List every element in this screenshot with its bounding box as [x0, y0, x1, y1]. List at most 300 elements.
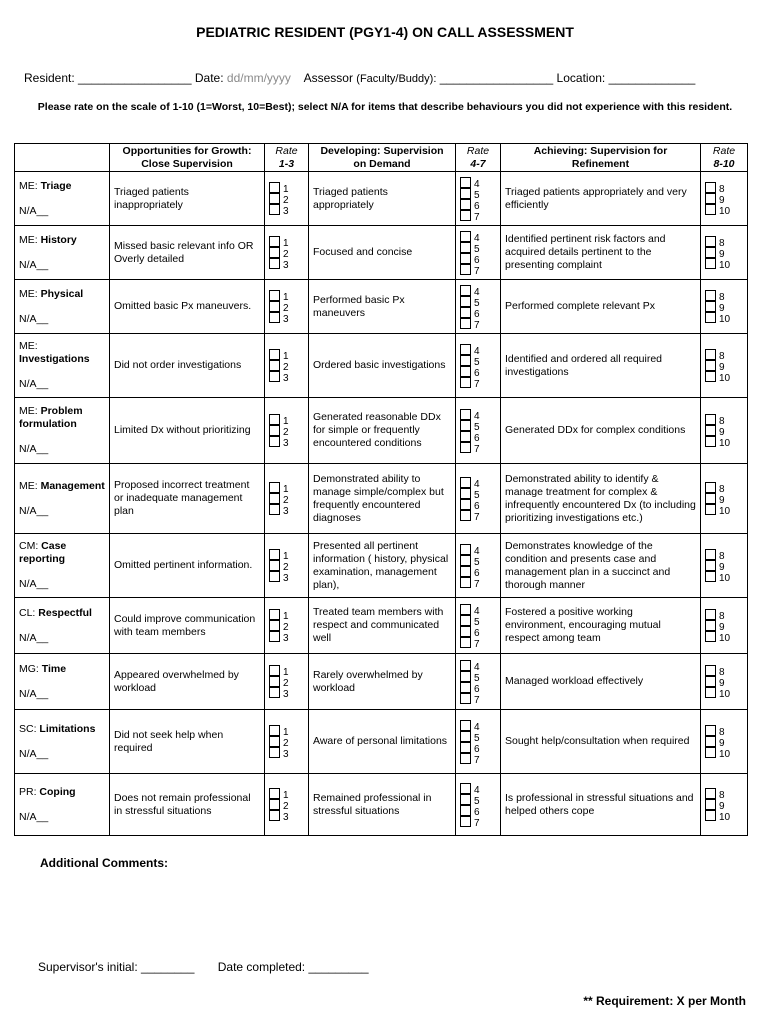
rate-low-header — [265, 144, 309, 172]
supervisor-initial-label: Supervisor's initial: — [38, 960, 138, 974]
assessor-field[interactable]: _________________ — [439, 71, 554, 85]
score-value: 6 — [474, 367, 480, 379]
score-option[interactable] — [705, 504, 743, 515]
score-option[interactable] — [269, 247, 304, 258]
score-option[interactable] — [705, 788, 743, 799]
score-option[interactable] — [460, 783, 496, 794]
score-value: 1 — [283, 611, 289, 622]
score-option[interactable] — [460, 477, 496, 488]
na-option[interactable]: N/A__ — [19, 204, 49, 217]
score-option[interactable] — [705, 193, 743, 204]
score-option[interactable] — [460, 604, 496, 615]
checkbox[interactable] — [705, 312, 716, 323]
rating-cell-high — [701, 172, 748, 226]
score-option[interactable] — [460, 344, 496, 355]
rating-cell-high — [701, 464, 748, 534]
checkbox[interactable] — [460, 637, 471, 648]
score-option[interactable] — [460, 577, 496, 588]
checkbox[interactable] — [269, 360, 280, 371]
checkbox[interactable] — [705, 504, 716, 515]
score-option[interactable] — [460, 720, 496, 731]
checkbox[interactable] — [460, 188, 471, 199]
score-option[interactable] — [705, 560, 743, 571]
checkbox[interactable] — [705, 549, 716, 560]
score-value: 7 — [474, 443, 480, 455]
rating-cell-mid — [456, 226, 501, 280]
checkbox[interactable] — [705, 414, 716, 425]
requirement-note: ** Requirement: X per Month — [583, 994, 746, 1008]
checkbox[interactable] — [269, 290, 280, 301]
score-option[interactable] — [460, 510, 496, 521]
score-option[interactable] — [705, 631, 743, 642]
checkbox[interactable] — [269, 349, 280, 360]
score-option[interactable] — [269, 193, 304, 204]
checkbox[interactable] — [269, 371, 280, 382]
score-option[interactable] — [460, 188, 496, 199]
checkbox[interactable] — [460, 177, 471, 188]
score-option[interactable] — [269, 810, 304, 821]
score-option[interactable] — [705, 290, 743, 301]
checkbox[interactable] — [705, 371, 716, 382]
score-value: 10 — [719, 749, 731, 760]
score-option[interactable] — [460, 671, 496, 682]
checkbox[interactable] — [460, 555, 471, 566]
score-option[interactable] — [269, 482, 304, 493]
score-option[interactable] — [460, 499, 496, 510]
resident-field[interactable]: _________________ — [78, 71, 192, 85]
score-option[interactable] — [269, 687, 304, 698]
score-option[interactable] — [269, 312, 304, 323]
score-option[interactable] — [705, 549, 743, 560]
rate-low-range: 1-3 — [278, 158, 295, 170]
checkbox[interactable] — [705, 482, 716, 493]
score-value: 3 — [283, 260, 289, 271]
score-option[interactable] — [269, 665, 304, 676]
checkbox[interactable] — [460, 499, 471, 510]
developing-description: Generated reasonable DDx for simple or frequently encountered conditions — [309, 398, 456, 464]
score-option[interactable] — [705, 665, 743, 676]
na-option[interactable]: N/A__ — [19, 687, 49, 700]
checkbox[interactable] — [269, 504, 280, 515]
score-option[interactable] — [269, 560, 304, 571]
table-row — [15, 598, 748, 654]
score-value: 8 — [719, 727, 725, 738]
score-option[interactable] — [705, 736, 743, 747]
checkbox[interactable] — [705, 560, 716, 571]
score-value: 2 — [283, 622, 289, 633]
score-option[interactable] — [269, 725, 304, 736]
score-value: 7 — [474, 694, 480, 706]
score-value: 4 — [474, 286, 480, 298]
checkbox[interactable] — [705, 258, 716, 269]
domain-name: Physical — [40, 287, 84, 300]
score-value: 9 — [719, 362, 725, 373]
checkbox[interactable] — [705, 676, 716, 687]
na-option[interactable]: N/A__ — [19, 747, 49, 760]
score-value: 5 — [474, 672, 480, 684]
score-value: 7 — [474, 754, 480, 766]
location-field[interactable]: _____________ — [608, 71, 696, 85]
score-value: 10 — [719, 812, 731, 823]
date-field[interactable]: dd/mm/yyyy — [226, 71, 291, 85]
score-option[interactable] — [269, 620, 304, 631]
checkbox[interactable] — [705, 571, 716, 582]
checkbox[interactable] — [460, 510, 471, 521]
score-option[interactable] — [460, 753, 496, 764]
domain-name: Triage — [40, 179, 72, 192]
score-value: 10 — [719, 206, 731, 217]
score-option[interactable] — [705, 204, 743, 215]
na-option[interactable]: N/A__ — [19, 504, 49, 517]
score-option[interactable] — [269, 258, 304, 269]
checkbox[interactable] — [705, 290, 716, 301]
score-option[interactable] — [269, 747, 304, 758]
checkbox[interactable] — [460, 420, 471, 431]
score-option[interactable] — [460, 210, 496, 221]
score-option[interactable] — [269, 290, 304, 301]
checkbox[interactable] — [269, 620, 280, 631]
checkbox[interactable] — [705, 799, 716, 810]
score-option[interactable] — [705, 349, 743, 360]
score-option[interactable] — [705, 799, 743, 810]
checkbox[interactable] — [460, 442, 471, 453]
checkbox[interactable] — [460, 344, 471, 355]
checkbox[interactable] — [269, 204, 280, 215]
domain-cell — [15, 774, 110, 836]
checkbox[interactable] — [269, 193, 280, 204]
checkbox[interactable] — [269, 810, 280, 821]
checkbox[interactable] — [460, 199, 471, 210]
score-option[interactable] — [460, 285, 496, 296]
score-option[interactable] — [705, 810, 743, 821]
checkbox[interactable] — [269, 687, 280, 698]
score-option[interactable] — [269, 204, 304, 215]
checkbox[interactable] — [705, 687, 716, 698]
checkbox[interactable] — [460, 731, 471, 742]
checkbox[interactable] — [705, 609, 716, 620]
domain-column-header — [15, 144, 110, 172]
checkbox[interactable] — [460, 805, 471, 816]
score-option[interactable] — [269, 493, 304, 504]
checkbox[interactable] — [269, 436, 280, 447]
rate-low-label: Rate — [275, 145, 298, 157]
checkbox[interactable] — [460, 794, 471, 805]
score-option[interactable] — [705, 414, 743, 425]
score-option[interactable] — [269, 425, 304, 436]
checkbox[interactable] — [460, 544, 471, 555]
score-option[interactable] — [460, 637, 496, 648]
score-option[interactable] — [705, 687, 743, 698]
score-option[interactable] — [705, 493, 743, 504]
checkbox[interactable] — [460, 604, 471, 615]
na-option[interactable]: N/A__ — [19, 258, 49, 271]
rate-mid-header — [456, 144, 501, 172]
score-option[interactable] — [705, 247, 743, 258]
supervisor-initial-field[interactable]: ________ — [141, 960, 195, 974]
score-option[interactable] — [460, 805, 496, 816]
checkbox[interactable] — [269, 182, 280, 193]
header-fields — [24, 71, 695, 85]
checkbox[interactable] — [269, 747, 280, 758]
checkbox[interactable] — [269, 788, 280, 799]
checkbox[interactable] — [460, 264, 471, 275]
checkbox[interactable] — [460, 296, 471, 307]
na-option[interactable]: N/A__ — [19, 378, 49, 390]
checkbox[interactable] — [705, 301, 716, 312]
score-value: 9 — [719, 249, 725, 260]
score-option[interactable] — [460, 544, 496, 555]
checkbox[interactable] — [269, 236, 280, 247]
checkbox[interactable] — [705, 193, 716, 204]
checkbox[interactable] — [460, 720, 471, 731]
checkbox[interactable] — [460, 318, 471, 329]
na-option[interactable]: N/A__ — [19, 631, 49, 644]
score-option[interactable] — [269, 676, 304, 687]
score-option[interactable] — [460, 296, 496, 307]
score-option[interactable] — [705, 676, 743, 687]
score-value: 10 — [719, 689, 731, 700]
checkbox[interactable] — [460, 626, 471, 637]
checkbox[interactable] — [460, 377, 471, 388]
checkbox[interactable] — [705, 436, 716, 447]
checkbox[interactable] — [460, 566, 471, 577]
checkbox[interactable] — [460, 660, 471, 671]
score-option[interactable] — [460, 488, 496, 499]
checkbox[interactable] — [705, 665, 716, 676]
score-option[interactable] — [705, 620, 743, 631]
score-option[interactable] — [460, 731, 496, 742]
score-value: 8 — [719, 238, 725, 249]
score-option[interactable] — [705, 571, 743, 582]
score-value: 1 — [283, 727, 289, 738]
checkbox[interactable] — [460, 816, 471, 827]
score-value: 6 — [474, 806, 480, 818]
score-option[interactable] — [705, 258, 743, 269]
checkbox[interactable] — [269, 631, 280, 642]
checkbox[interactable] — [269, 425, 280, 436]
score-option[interactable] — [269, 504, 304, 515]
score-option[interactable] — [269, 631, 304, 642]
checkbox[interactable] — [269, 301, 280, 312]
checkbox[interactable] — [269, 571, 280, 582]
score-option[interactable] — [460, 377, 496, 388]
score-option[interactable] — [460, 177, 496, 188]
score-option[interactable] — [269, 736, 304, 747]
checkbox[interactable] — [705, 747, 716, 758]
score-option[interactable] — [460, 264, 496, 275]
score-option[interactable] — [460, 199, 496, 210]
domain-name: Management — [40, 479, 105, 492]
checkbox[interactable] — [269, 676, 280, 687]
checkbox[interactable] — [460, 577, 471, 588]
score-value: 8 — [719, 667, 725, 678]
checkbox[interactable] — [460, 783, 471, 794]
checkbox[interactable] — [705, 182, 716, 193]
na-option[interactable]: N/A__ — [19, 443, 49, 455]
checkbox[interactable] — [460, 682, 471, 693]
score-option[interactable] — [705, 482, 743, 493]
score-option[interactable] — [460, 318, 496, 329]
assessment-table — [14, 143, 748, 836]
checkbox[interactable] — [705, 631, 716, 642]
domain-cell — [15, 654, 110, 710]
rating-cell-high — [701, 774, 748, 836]
score-option[interactable] — [460, 555, 496, 566]
table-row — [15, 334, 748, 398]
score-option[interactable] — [460, 420, 496, 431]
score-option[interactable] — [705, 609, 743, 620]
score-value: 8 — [719, 292, 725, 303]
checkbox[interactable] — [460, 615, 471, 626]
score-option[interactable] — [705, 725, 743, 736]
rating-cell-mid — [456, 598, 501, 654]
score-option[interactable] — [460, 431, 496, 442]
checkbox[interactable] — [269, 736, 280, 747]
score-option[interactable] — [460, 742, 496, 753]
checkbox[interactable] — [460, 355, 471, 366]
checkbox[interactable] — [705, 493, 716, 504]
score-option[interactable] — [269, 360, 304, 371]
checkbox[interactable] — [705, 360, 716, 371]
score-value: 6 — [474, 500, 480, 512]
score-option[interactable] — [705, 425, 743, 436]
score-option[interactable] — [269, 414, 304, 425]
score-option[interactable] — [269, 236, 304, 247]
score-option[interactable] — [269, 436, 304, 447]
score-option[interactable] — [705, 236, 743, 247]
checkbox[interactable] — [460, 742, 471, 753]
score-option[interactable] — [460, 355, 496, 366]
checkbox[interactable] — [460, 409, 471, 420]
checkbox[interactable] — [705, 788, 716, 799]
checkbox[interactable] — [705, 236, 716, 247]
competency-prefix: ME: — [19, 340, 38, 352]
rating-cell-high — [701, 226, 748, 280]
checkbox[interactable] — [460, 431, 471, 442]
checkbox[interactable] — [460, 285, 471, 296]
score-option[interactable] — [460, 409, 496, 420]
checkbox[interactable] — [705, 204, 716, 215]
score-option[interactable] — [705, 371, 743, 382]
checkbox[interactable] — [705, 736, 716, 747]
checkbox[interactable] — [460, 307, 471, 318]
checkbox[interactable] — [705, 247, 716, 258]
table-row — [15, 710, 748, 774]
score-option[interactable] — [269, 571, 304, 582]
checkbox[interactable] — [269, 312, 280, 323]
score-option[interactable] — [705, 360, 743, 371]
checkbox[interactable] — [460, 366, 471, 377]
score-value: 3 — [283, 438, 289, 449]
score-option[interactable] — [705, 312, 743, 323]
checkbox[interactable] — [705, 725, 716, 736]
checkbox[interactable] — [269, 609, 280, 620]
rating-cell-mid — [456, 774, 501, 836]
table-row — [15, 774, 748, 836]
checkbox[interactable] — [269, 493, 280, 504]
checkbox[interactable] — [269, 549, 280, 560]
score-option[interactable] — [705, 436, 743, 447]
score-option[interactable] — [460, 682, 496, 693]
score-option[interactable] — [705, 747, 743, 758]
competency-prefix: MG: — [19, 662, 42, 675]
checkbox[interactable] — [460, 242, 471, 253]
na-option[interactable]: N/A__ — [19, 312, 49, 325]
domain-name: Respectful — [38, 606, 92, 619]
checkbox[interactable] — [269, 560, 280, 571]
checkbox[interactable] — [269, 414, 280, 425]
na-option[interactable]: N/A__ — [19, 810, 49, 823]
checkbox[interactable] — [269, 665, 280, 676]
checkbox[interactable] — [460, 477, 471, 488]
score-option[interactable] — [460, 615, 496, 626]
score-option[interactable] — [460, 816, 496, 827]
score-value: 8 — [719, 551, 725, 562]
score-value: 6 — [474, 743, 480, 755]
developing-description: Rarely overwhelmed by workload — [309, 654, 456, 710]
score-option[interactable] — [460, 442, 496, 453]
score-option[interactable] — [269, 301, 304, 312]
score-option[interactable] — [460, 794, 496, 805]
score-option[interactable] — [460, 242, 496, 253]
checkbox[interactable] — [460, 488, 471, 499]
score-option[interactable] — [460, 253, 496, 264]
checkbox[interactable] — [460, 231, 471, 242]
checkbox[interactable] — [460, 671, 471, 682]
rate-high-header — [701, 144, 748, 172]
checkbox[interactable] — [460, 753, 471, 764]
score-option[interactable] — [460, 307, 496, 318]
checkbox[interactable] — [705, 810, 716, 821]
na-option[interactable]: N/A__ — [19, 578, 49, 590]
score-option[interactable] — [269, 788, 304, 799]
checkbox[interactable] — [269, 799, 280, 810]
score-value: 6 — [474, 627, 480, 639]
score-option[interactable] — [460, 566, 496, 577]
score-option[interactable] — [269, 182, 304, 193]
score-option[interactable] — [460, 693, 496, 704]
rate-mid-label: Rate — [466, 145, 490, 157]
achieving-description: Triaged patients appropriately and very efficiently — [501, 172, 701, 226]
checkbox[interactable] — [269, 258, 280, 269]
score-option[interactable] — [269, 549, 304, 560]
score-option[interactable] — [460, 231, 496, 242]
checkbox[interactable] — [705, 620, 716, 631]
checkbox[interactable] — [460, 210, 471, 221]
checkbox[interactable] — [269, 247, 280, 258]
checkbox[interactable] — [705, 349, 716, 360]
checkbox[interactable] — [460, 693, 471, 704]
score-option[interactable] — [269, 371, 304, 382]
score-option[interactable] — [705, 301, 743, 312]
score-option[interactable] — [269, 799, 304, 810]
date-completed-field[interactable]: _________ — [308, 960, 369, 974]
score-option[interactable] — [705, 182, 743, 193]
score-option[interactable] — [460, 626, 496, 637]
growth-description: Proposed incorrect treatment or inadequate management plan — [110, 464, 265, 534]
score-option[interactable] — [269, 609, 304, 620]
checkbox[interactable] — [705, 425, 716, 436]
competency-prefix: ME: — [19, 233, 41, 246]
score-option[interactable] — [460, 366, 496, 377]
score-option[interactable] — [460, 660, 496, 671]
checkbox[interactable] — [460, 253, 471, 264]
rate-high-label: Rate — [712, 145, 736, 157]
score-option[interactable] — [269, 349, 304, 360]
checkbox[interactable] — [269, 725, 280, 736]
checkbox[interactable] — [269, 482, 280, 493]
rate-mid-range: 4-7 — [470, 158, 486, 170]
